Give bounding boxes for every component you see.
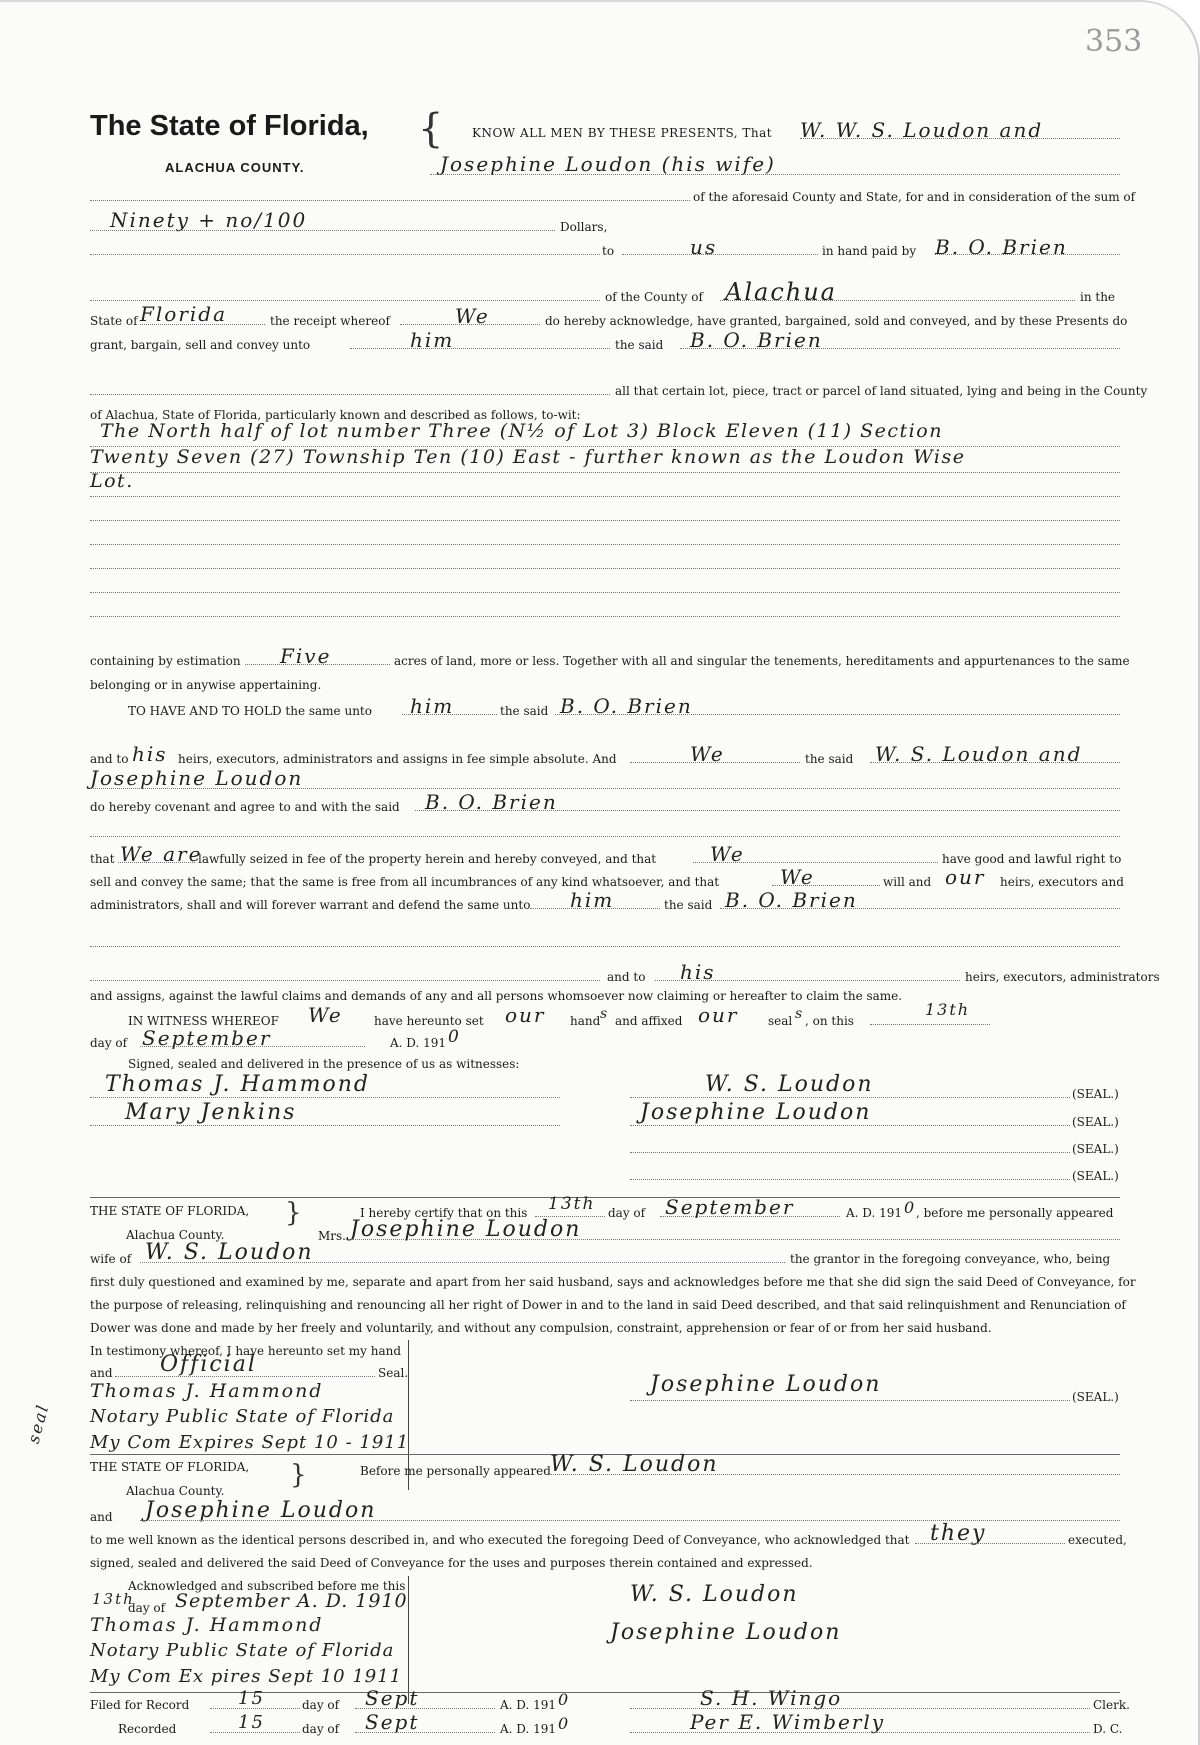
recorded-year: 0: [558, 1714, 571, 1733]
cert1-husband: W. S. Loudon: [145, 1240, 314, 1265]
heirs-2-text: heirs, executors, administrators: [965, 970, 1160, 984]
paid-by-label: in hand paid by: [822, 244, 917, 258]
and-to-2-handwritten: his: [680, 960, 716, 984]
cert1-county: Alachua County.: [126, 1228, 225, 1242]
cert2-bracket: [408, 1576, 409, 1704]
seal-mark-2: (SEAL.): [1072, 1115, 1119, 1129]
recorded-ad: A. D. 191: [500, 1722, 557, 1736]
in-the-label: in the: [1080, 290, 1116, 304]
grantee-name: B. O. Brien: [935, 235, 1068, 259]
cert2-brace: }: [290, 1460, 307, 1490]
seal-mark-1: (SEAL.): [1072, 1087, 1119, 1101]
cert2-name-1: W. S. Loudon: [550, 1452, 719, 1477]
clerk-label: Clerk.: [1093, 1698, 1130, 1712]
that-handwritten: We are: [120, 842, 203, 866]
cert2-county: Alachua County.: [126, 1484, 225, 1498]
recorded-month: Sept: [365, 1710, 420, 1734]
grantor-signature-1: W. S. Loudon: [705, 1072, 874, 1097]
seal-mark-3: (SEAL.): [1072, 1142, 1119, 1156]
sell-text: sell and convey the same; that the same is free from all incumbrances of any kind whatsoever, and that: [90, 875, 720, 889]
and-handwritten: We: [690, 742, 725, 766]
cert2-name-2: Josephine Loudon: [145, 1498, 377, 1523]
cert2-signed: signed, sealed and delivered the said Deed of Conveyance for the uses and purposes therein contained and expressed.: [90, 1556, 813, 1570]
cert1-year: 0: [904, 1198, 917, 1217]
cert1-para-3: Dower was done and made by her freely and voluntarily, and without any compulsion, constraint, apprehension or fear of or from her said husband.: [90, 1321, 992, 1335]
containing-label: containing by estimation: [90, 654, 241, 668]
cert2-state: THE STATE OF FLORIDA,: [90, 1460, 250, 1474]
that-label: that: [90, 852, 115, 866]
the-said-label: the said: [615, 338, 664, 352]
affixed-handwritten: our: [698, 1003, 739, 1027]
filed-day: 15: [238, 1688, 265, 1709]
cert1-day-of: day of: [608, 1206, 646, 1220]
cert1-notary-title: Notary Public State of Florida: [90, 1406, 395, 1427]
admins-handwritten: him: [570, 888, 615, 912]
to-have-text: TO HAVE AND TO HOLD the same unto: [128, 704, 372, 718]
seized-text: lawfully seized in fee of the property herein and hereby conveyed, and that: [198, 852, 657, 866]
ad-label: A. D. 191: [390, 1036, 447, 1050]
have-set-text: have hereunto set: [374, 1014, 484, 1028]
consideration-sum: Ninety + no/100: [110, 208, 308, 232]
cert1-mrs: Mrs.: [318, 1229, 346, 1243]
cert1-wife-of: wife of: [90, 1252, 132, 1266]
cert1-grantor: the grantor in the foregoing conveyance, who, being: [790, 1252, 1111, 1266]
cert2-signature-2: Josephine Loudon: [610, 1620, 842, 1645]
acknowledge-text: do hereby acknowledge, have granted, bargained, sold and conveyed, and by these Presents do: [545, 314, 1128, 328]
cert2-executed: executed,: [1068, 1533, 1127, 1547]
header-brace: {: [418, 106, 444, 152]
recorded-label: Recorded: [118, 1722, 177, 1736]
grant-text: grant, bargain, sell and convey unto: [90, 338, 311, 352]
grantee-name-5: B. O. Brien: [725, 888, 858, 912]
cert2-notary-title: Notary Public State of Florida: [90, 1640, 395, 1661]
page-number: 353: [1085, 24, 1143, 59]
to-label: to: [602, 244, 615, 258]
description-line-3: Lot.: [90, 470, 134, 492]
affixed-text: and affixed: [615, 1014, 683, 1028]
the-said-label-3: the said: [805, 752, 854, 766]
have-good-text: have good and lawful right to: [942, 852, 1122, 866]
witness-day: 13th: [925, 1000, 971, 1019]
and-to-handwritten: his: [132, 742, 168, 766]
filed-day-of: day of: [302, 1698, 340, 1712]
witness-we: We: [308, 1003, 343, 1027]
state-handwritten: Florida: [140, 302, 227, 326]
cert2-month: September A. D. 1910: [175, 1590, 408, 1612]
the-said-label-4: the said: [664, 898, 713, 912]
and-to-label-2: and to: [607, 970, 646, 984]
seal-mark-4: (SEAL.): [1072, 1169, 1119, 1183]
on-this-label: , on this: [805, 1014, 854, 1028]
signed-text: Signed, sealed and delivered in the presence of us as witnesses:: [128, 1057, 520, 1071]
state-of-label: State of: [90, 314, 138, 328]
cert2-day-of: day of: [128, 1601, 166, 1615]
cert2-signature-1: W. S. Loudon: [630, 1582, 799, 1607]
cert2-and: and: [90, 1510, 113, 1524]
filed-label: Filed for Record: [90, 1698, 190, 1712]
the-said-label-2: the said: [500, 704, 549, 718]
deputy-clerk-label: D. C.: [1093, 1722, 1123, 1736]
cert1-testimony: In testimony whereof, I have hereunto set my hand: [90, 1344, 402, 1358]
witness-signature-2: Mary Jenkins: [125, 1100, 297, 1125]
cert2-notary-expiry: My Com Ex pires Sept 10 1911: [90, 1666, 403, 1687]
set-handwritten: our: [505, 1003, 546, 1027]
cert2-day: 13th: [92, 1590, 135, 1608]
description-line-2: Twenty Seven (27) Township Ten (10) East - further known as the Loudon Wise: [90, 446, 966, 468]
day-of-label: day of: [90, 1036, 128, 1050]
cert2-notary-name: Thomas J. Hammond: [90, 1614, 324, 1636]
cert1-para-2: the purpose of releasing, relinquishing and renouncing all her right of Dower in and to the land in said Deed described, and that said relinquishment and Renunciation of: [90, 1298, 1126, 1312]
cert1-brace: }: [285, 1198, 302, 1228]
unto-handwritten: him: [410, 328, 455, 352]
cert1-seal-mark: (SEAL.): [1072, 1390, 1119, 1404]
witness-month: September: [142, 1026, 272, 1050]
seal-label: seal: [768, 1014, 793, 1028]
cert2-before-me: Before me personally appeared: [360, 1464, 551, 1478]
cert1-certify: I hereby certify that on this: [360, 1206, 528, 1220]
admins-text: administrators, shall and will forever warrant and defend the same unto: [90, 898, 531, 912]
document-title: The State of Florida,: [90, 110, 369, 142]
recorded-day-of: day of: [302, 1722, 340, 1736]
hands-suffix: s: [600, 1006, 610, 1022]
will-handwritten: our: [945, 865, 986, 889]
know-all-text: KNOW ALL MEN BY THESE PRESENTS, That: [472, 126, 773, 140]
cert1-official: Official: [160, 1352, 257, 1377]
cert1-notary-expiry: My Com Expires Sept 10 - 1911: [90, 1432, 410, 1453]
seized-handwritten: We: [710, 842, 745, 866]
aforesaid-text: of the aforesaid County and State, for and in consideration of the sum of: [693, 190, 1136, 204]
seal-suffix: s: [795, 1006, 805, 1022]
clerk-signature: S. H. Wingo: [700, 1686, 843, 1710]
recorded-day: 15: [238, 1712, 265, 1733]
deputy-clerk-signature: Per E. Wimberly: [690, 1710, 886, 1734]
grantee-name-4: B. O. Brien: [425, 790, 558, 814]
to-handwritten: us: [690, 235, 718, 259]
cert1-mrs-name: Josephine Loudon: [350, 1217, 582, 1242]
will-and-label: will and: [883, 875, 932, 889]
acres-handwritten: Five: [280, 644, 332, 668]
acres-text: acres of land, more or less. Together with all and singular the tenements, hereditaments and appurtenances to the same: [394, 654, 1130, 668]
grantor-names-1: W. S. Loudon and: [875, 742, 1083, 766]
covenant-text: do hereby covenant and agree to and with the said: [90, 800, 400, 814]
cert2-they: they: [930, 1521, 987, 1546]
county-handwritten: Alachua: [725, 278, 837, 306]
cert1-ad: A. D. 191: [846, 1206, 903, 1220]
receipt-label: the receipt whereof: [270, 314, 390, 328]
grantor-names-2: Josephine Loudon: [90, 766, 304, 790]
description-line-1: The North half of lot number Three (N½ of Lot 3) Block Eleven (11) Section: [100, 420, 943, 442]
heirs-exec-text: heirs, executors and: [1000, 875, 1124, 889]
cert1-state: THE STATE OF FLORIDA,: [90, 1204, 250, 1218]
grantors-line-1: W. W. S. Loudon and: [800, 118, 1044, 142]
cert1-before-me: , before me personally appeared: [916, 1206, 1114, 1220]
hands-label: hand: [570, 1014, 601, 1028]
margin-seal-note: seal: [23, 1401, 53, 1446]
grantee-name-2: B. O. Brien: [690, 328, 823, 352]
and-to-label: and to: [90, 752, 129, 766]
cert2-known: to me well known as the identical persons described in, and who executed the foregoing Deed of Conveyance, who acknowledged that: [90, 1533, 910, 1547]
cert1-and: and: [90, 1366, 113, 1380]
filed-year: 0: [558, 1690, 571, 1709]
cert1-day: 13th: [548, 1194, 596, 1214]
cert1-seal: Seal.: [378, 1366, 409, 1380]
cert1-notary-name: Thomas J. Hammond: [90, 1380, 324, 1402]
heirs-text: heirs, executors, administrators and assigns in fee simple absolute. And: [178, 752, 617, 766]
cert2-ack: Acknowledged and subscribed before me this: [128, 1579, 406, 1593]
cert1-signature: Josephine Loudon: [650, 1372, 882, 1397]
sell-handwritten: We: [780, 865, 815, 889]
filed-ad: A. D. 191: [500, 1698, 557, 1712]
assigns-text: and assigns, against the lawful claims and demands of any and all persons whomsoever now claiming or hereafter to claim the same.: [90, 989, 903, 1003]
receipt-handwritten: We: [455, 304, 490, 328]
cert1-para-1: first duly questioned and examined by me, separate and apart from her said husband, says and acknowledges before me that she did sign the said Deed of Conveyance, for: [90, 1275, 1136, 1289]
have-handwritten: him: [410, 694, 455, 718]
divider-1: [90, 1197, 1120, 1198]
in-witness-label: IN WITNESS WHEREOF: [128, 1014, 279, 1028]
witness-year: 0: [448, 1027, 461, 1047]
grantee-name-3: B. O. Brien: [560, 694, 693, 718]
witness-signature-1: Thomas J. Hammond: [105, 1072, 370, 1097]
of-county-label: of the County of: [605, 290, 703, 304]
grantors-line-2: Josephine Loudon (his wife): [440, 152, 776, 176]
belonging-text: belonging or in anywise appertaining.: [90, 678, 322, 692]
of-alachua-text: of Alachua, State of Florida, particularly known and described as follows, to-wit:: [90, 408, 581, 422]
cert1-month: September: [665, 1195, 795, 1219]
dollars-label: Dollars,: [560, 220, 608, 234]
grantor-signature-2: Josephine Loudon: [640, 1100, 872, 1125]
county-heading: ALACHUA COUNTY.: [165, 160, 305, 175]
all-that-text: all that certain lot, piece, tract or parcel of land situated, lying and being in the County: [615, 384, 1148, 398]
filed-month: Sept: [365, 1686, 420, 1710]
